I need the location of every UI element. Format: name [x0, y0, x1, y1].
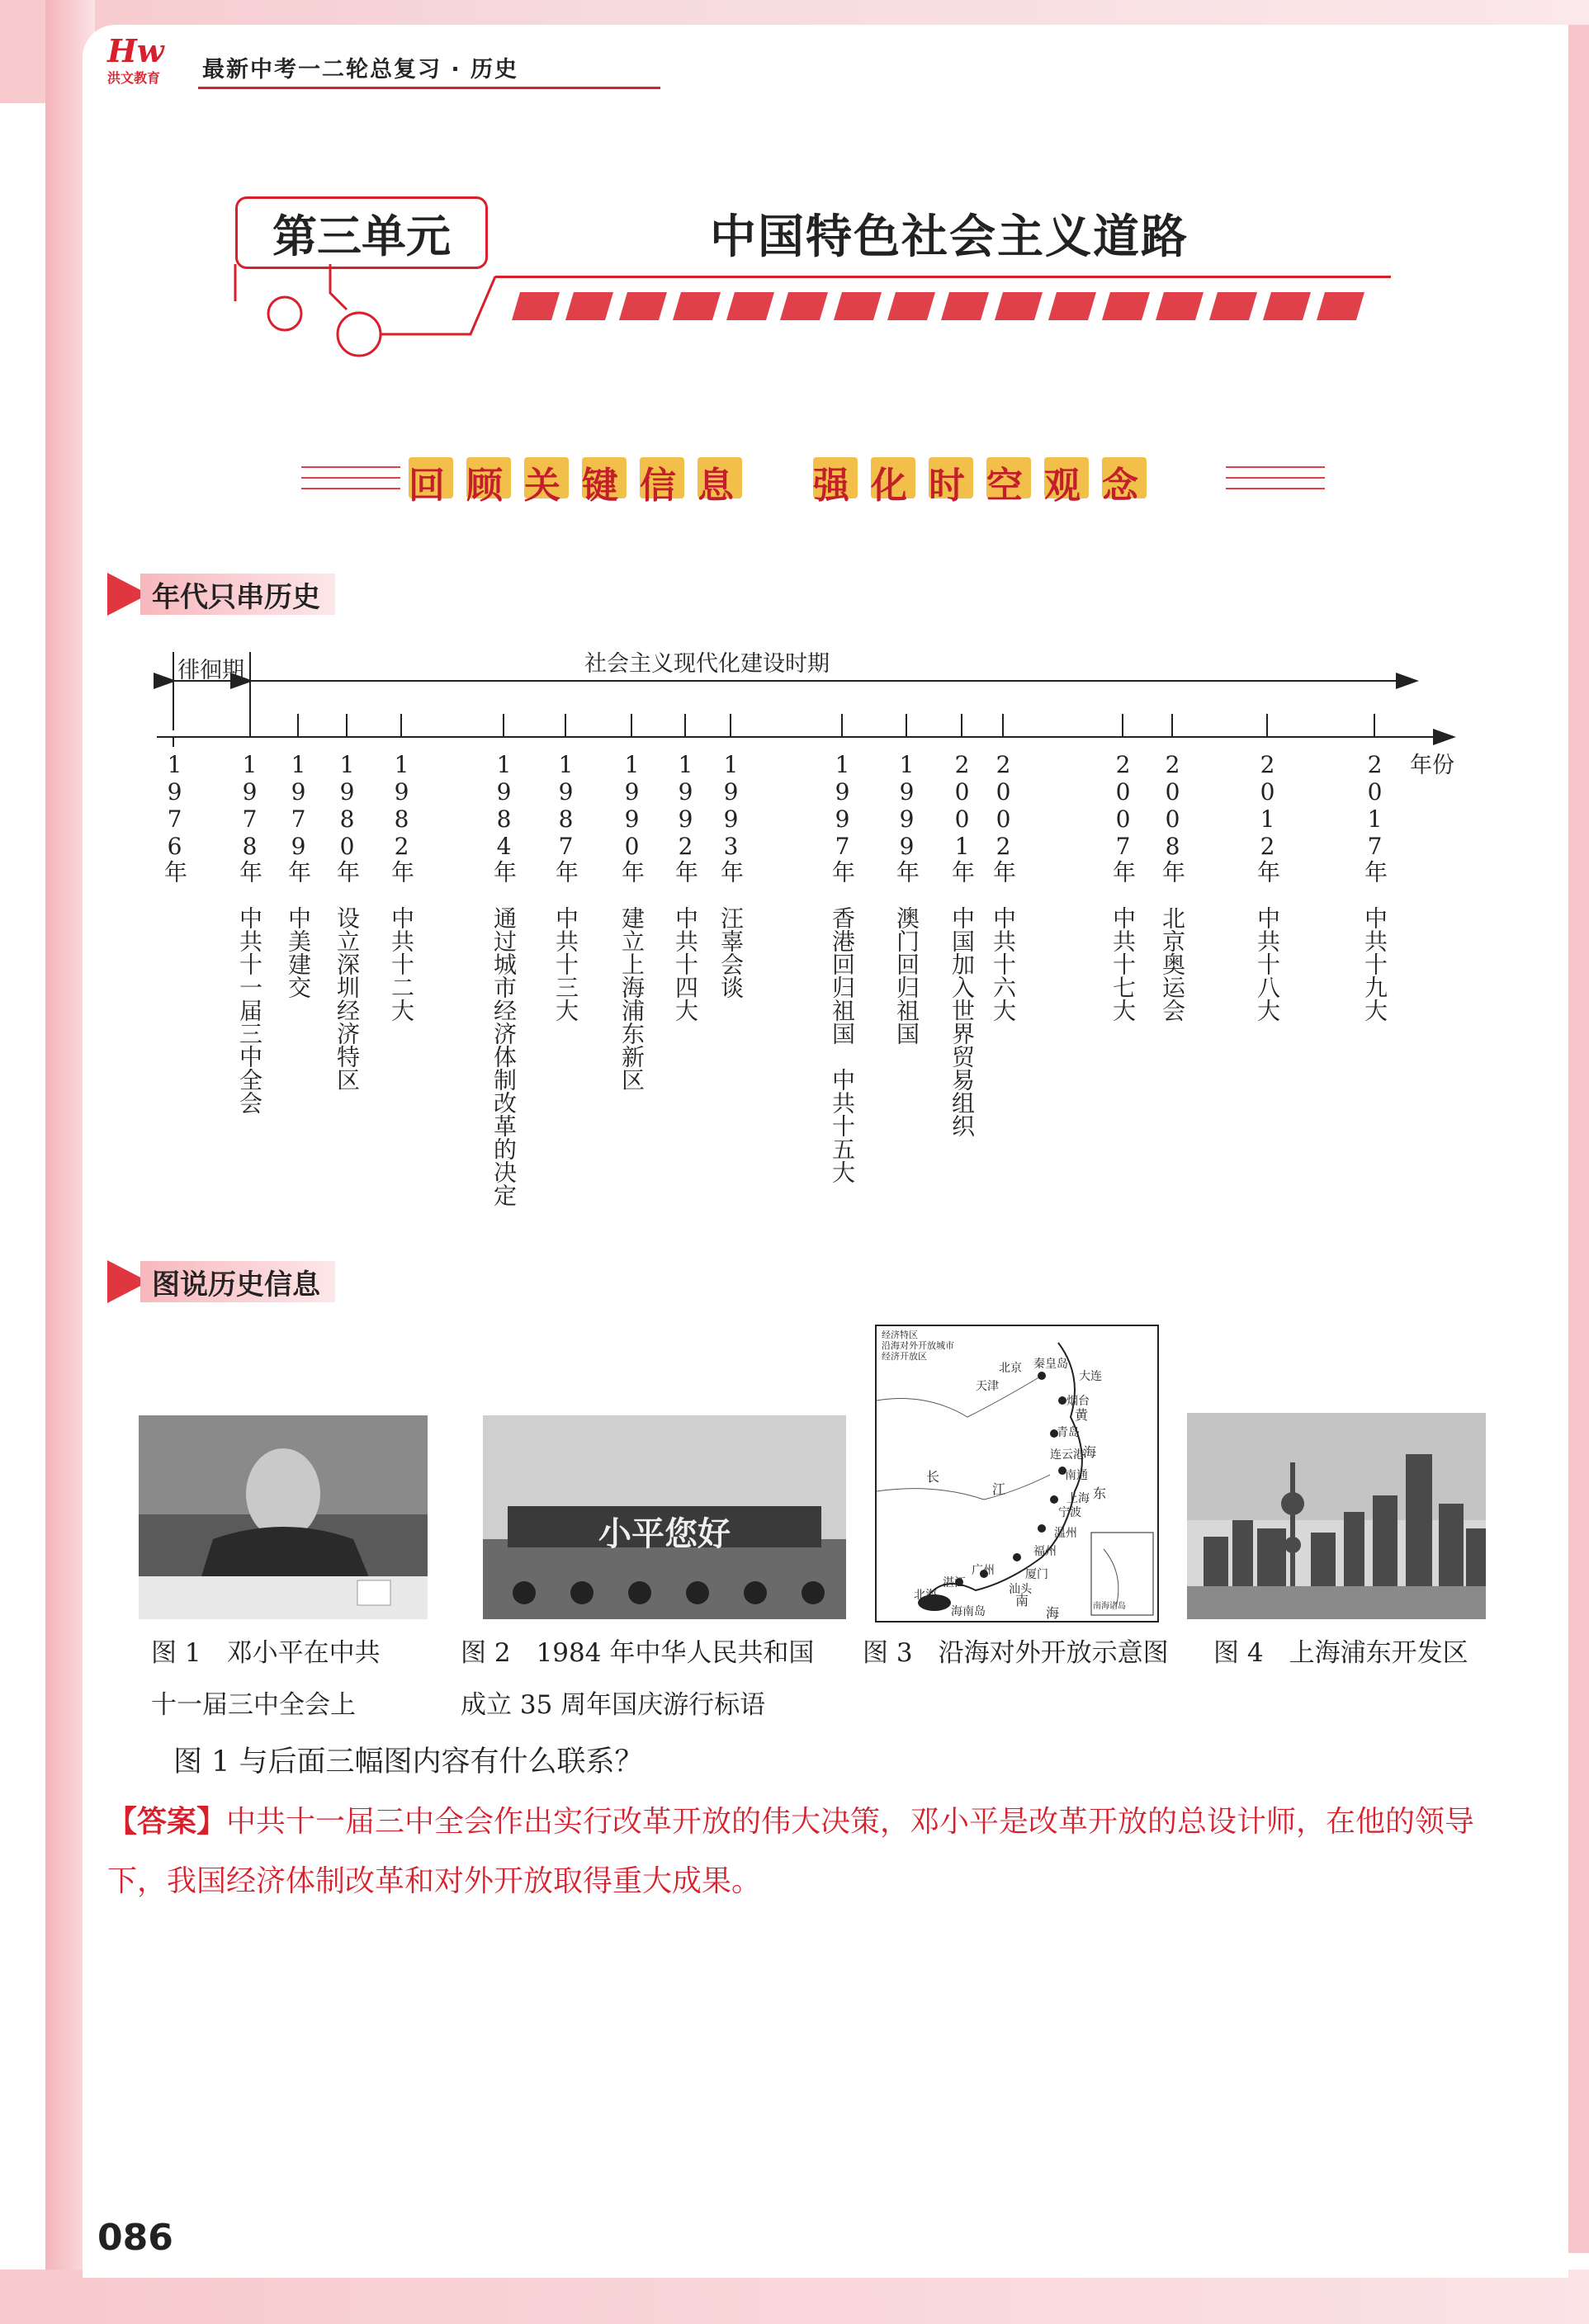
header-rule [198, 87, 660, 89]
banner-char: 时 [929, 465, 965, 507]
legend-item: 沿海对外开放城市 [882, 1340, 954, 1351]
map-label: 福州 [1033, 1545, 1057, 1558]
unit-rule [495, 276, 1391, 278]
map-label: 烟台 [1066, 1395, 1090, 1408]
event-year: 1999年 [893, 751, 920, 883]
event-desc: 中国加入世界贸易组织 [948, 906, 976, 1137]
event-desc: 中共十二大 [388, 906, 415, 1022]
map-label: 长 [926, 1469, 940, 1485]
section-header-timeline [107, 571, 335, 617]
event-desc: 通过城市经济体制改革的决定 [490, 906, 518, 1207]
section-title: 年代只串历史 [140, 574, 335, 615]
section-title: 图说历史信息 [140, 1261, 335, 1302]
banner-char: 关 [524, 465, 560, 507]
map-label: 东 [1093, 1486, 1107, 1501]
map-label: 江 [992, 1481, 1006, 1497]
map-label: 海南岛 [951, 1605, 986, 1618]
event-year: 1992年 [672, 751, 699, 883]
banner-char: 键 [582, 465, 618, 507]
map-label: 温州 [1054, 1527, 1077, 1540]
legend-item: 经济开放区 [882, 1351, 927, 1362]
map-label: 天津 [976, 1380, 999, 1393]
event-desc: 中共十三大 [552, 906, 579, 1022]
event-year: 1976年 [161, 751, 188, 883]
banner-char: 回 [409, 465, 445, 507]
event-desc: 中共十九大 [1361, 906, 1388, 1022]
map-label: 南海诸岛 [1093, 1602, 1126, 1611]
map-label: 海 [1083, 1444, 1097, 1460]
banner-char: 顾 [466, 465, 503, 507]
banner-char: 空 [986, 465, 1023, 507]
axis-unit-label: 年份 [1410, 753, 1454, 778]
book-title: 最新中考一二轮总复习 · 历史 [202, 57, 519, 83]
event-desc: 中共十一届三中全会 [236, 906, 263, 1114]
timeline-event [1159, 751, 1185, 1022]
map-label: 厦门 [1025, 1568, 1048, 1581]
figure-2-caption-line1: 图 2 1984 年中华人民共和国 [461, 1638, 815, 1668]
page-number: 086 [97, 2217, 173, 2259]
figure-3-caption: 图 3 沿海对外开放示意图 [863, 1638, 1169, 1668]
legend-item: 经济特区 [882, 1330, 918, 1340]
event-year: 2017年 [1361, 751, 1388, 883]
banner-char: 信 [640, 465, 676, 507]
banner-char: 息 [698, 465, 734, 507]
answer-block [107, 1793, 1511, 1911]
figure-2-photo [483, 1415, 846, 1619]
event-year: 2007年 [1109, 751, 1137, 883]
event-year: 2008年 [1159, 751, 1186, 883]
timeline-event [236, 751, 262, 1114]
answer-text: 中共十一届三中全会作出实行改革开放的伟大决策，邓小平是改革开放的总设计师，在他的领导下，我国经济体制改革和对外开放取得重大成果。 [107, 1805, 1475, 1898]
event-desc: 设立深圳经济特区 [333, 906, 361, 1091]
publisher-logo [107, 32, 182, 92]
timeline-event [990, 751, 1016, 1022]
map-label: 汕头 [1009, 1583, 1032, 1596]
map-label: 北海 [914, 1589, 937, 1602]
map-label: 北京 [999, 1362, 1022, 1375]
event-year: 2001年 [948, 751, 976, 883]
timeline-event [285, 751, 311, 999]
event-desc: 中美建交 [285, 906, 312, 999]
timeline-event [388, 751, 414, 1022]
timeline-event [672, 751, 698, 1022]
timeline-event [1254, 751, 1280, 1022]
banner-char: 化 [871, 465, 907, 507]
map-label: 南 [1015, 1593, 1029, 1608]
event-year: 1984年 [490, 751, 518, 883]
review-banner [409, 452, 1267, 507]
map-label: 连云港 [1050, 1448, 1085, 1462]
map-label: 广州 [972, 1564, 995, 1577]
map-label: 青岛 [1057, 1426, 1080, 1439]
timeline-event [1361, 751, 1388, 1022]
event-year: 1987年 [552, 751, 579, 883]
event-year: 1978年 [236, 751, 263, 883]
map-label: 大连 [1079, 1370, 1102, 1383]
figure-1-caption-line2: 十一届三中全会上 [151, 1690, 356, 1720]
map-legend [882, 1330, 954, 1362]
timeline-event [717, 751, 744, 999]
timeline-event [893, 751, 920, 1045]
banner-char: 观 [1044, 465, 1081, 507]
parade-slogan: 小平您好 [598, 1514, 731, 1553]
figure-4-caption: 图 4 上海浦东开发区 [1213, 1638, 1468, 1668]
map-label: 湛江 [943, 1576, 966, 1589]
figure-4-photo [1187, 1413, 1486, 1619]
event-year: 1993年 [717, 751, 745, 883]
section-header-pictures [107, 1259, 335, 1305]
event-year: 1990年 [618, 751, 646, 883]
figure-1-caption-line1: 图 1 邓小平在中共 [151, 1638, 381, 1668]
map-label: 秦皇岛 [1033, 1358, 1068, 1371]
timeline-event [490, 751, 517, 1207]
event-desc: 中共十七大 [1109, 906, 1137, 1022]
figure-2-caption-line2: 成立 35 周年国庆游行标语 [461, 1690, 766, 1720]
timeline-event [829, 751, 855, 1183]
timeline-event [333, 751, 360, 1091]
timeline-event [618, 751, 645, 1091]
question-text: 图 1 与后面三幅图内容有什么联系？ [173, 1745, 644, 1778]
timeline-event [161, 751, 187, 883]
logo-text: 洪文教育 [107, 70, 161, 86]
event-desc: 澳门回归祖国 [893, 906, 920, 1045]
timeline-event [1109, 751, 1136, 1022]
figure-3-map [875, 1325, 1159, 1623]
event-desc: 汪辜会谈 [717, 906, 745, 999]
map-label: 黄 [1075, 1407, 1089, 1423]
banner-char: 念 [1102, 465, 1138, 507]
period-label-wander: 徘徊期 [177, 658, 244, 683]
event-desc: 中共十六大 [990, 906, 1017, 1022]
map-label: 南通 [1065, 1469, 1088, 1482]
unit-badge: 第三单元 [235, 196, 488, 269]
map-label: 海 [1046, 1605, 1060, 1621]
event-desc: 中共十四大 [672, 906, 699, 1022]
unit-title: 中国特色社会主义道路 [710, 210, 1189, 264]
event-year: 1982年 [388, 751, 415, 883]
map-label: 上海 [1066, 1492, 1090, 1505]
unit-stripes [512, 290, 1387, 322]
event-year: 1997年 [829, 751, 856, 883]
event-year: 1979年 [285, 751, 312, 883]
event-desc: 中共十八大 [1254, 906, 1281, 1022]
event-desc: 香港回归祖国 中共十五大 [829, 906, 856, 1183]
period-label-modern: 社会主义现代化建设时期 [584, 651, 830, 677]
timeline-event [552, 751, 579, 1022]
event-desc: 建立上海浦东新区 [618, 906, 646, 1091]
banner-char: 强 [813, 465, 849, 507]
map-label: 宁波 [1058, 1506, 1081, 1519]
figure-1-photo [139, 1415, 428, 1619]
answer-tag: 【答案】 [107, 1805, 227, 1839]
logo-mark: Hw [107, 32, 164, 69]
event-year: 1980年 [333, 751, 361, 883]
event-desc: 北京奥运会 [1159, 906, 1186, 1022]
event-year: 2012年 [1254, 751, 1281, 883]
event-year: 2002年 [990, 751, 1017, 883]
timeline-event [948, 751, 975, 1137]
